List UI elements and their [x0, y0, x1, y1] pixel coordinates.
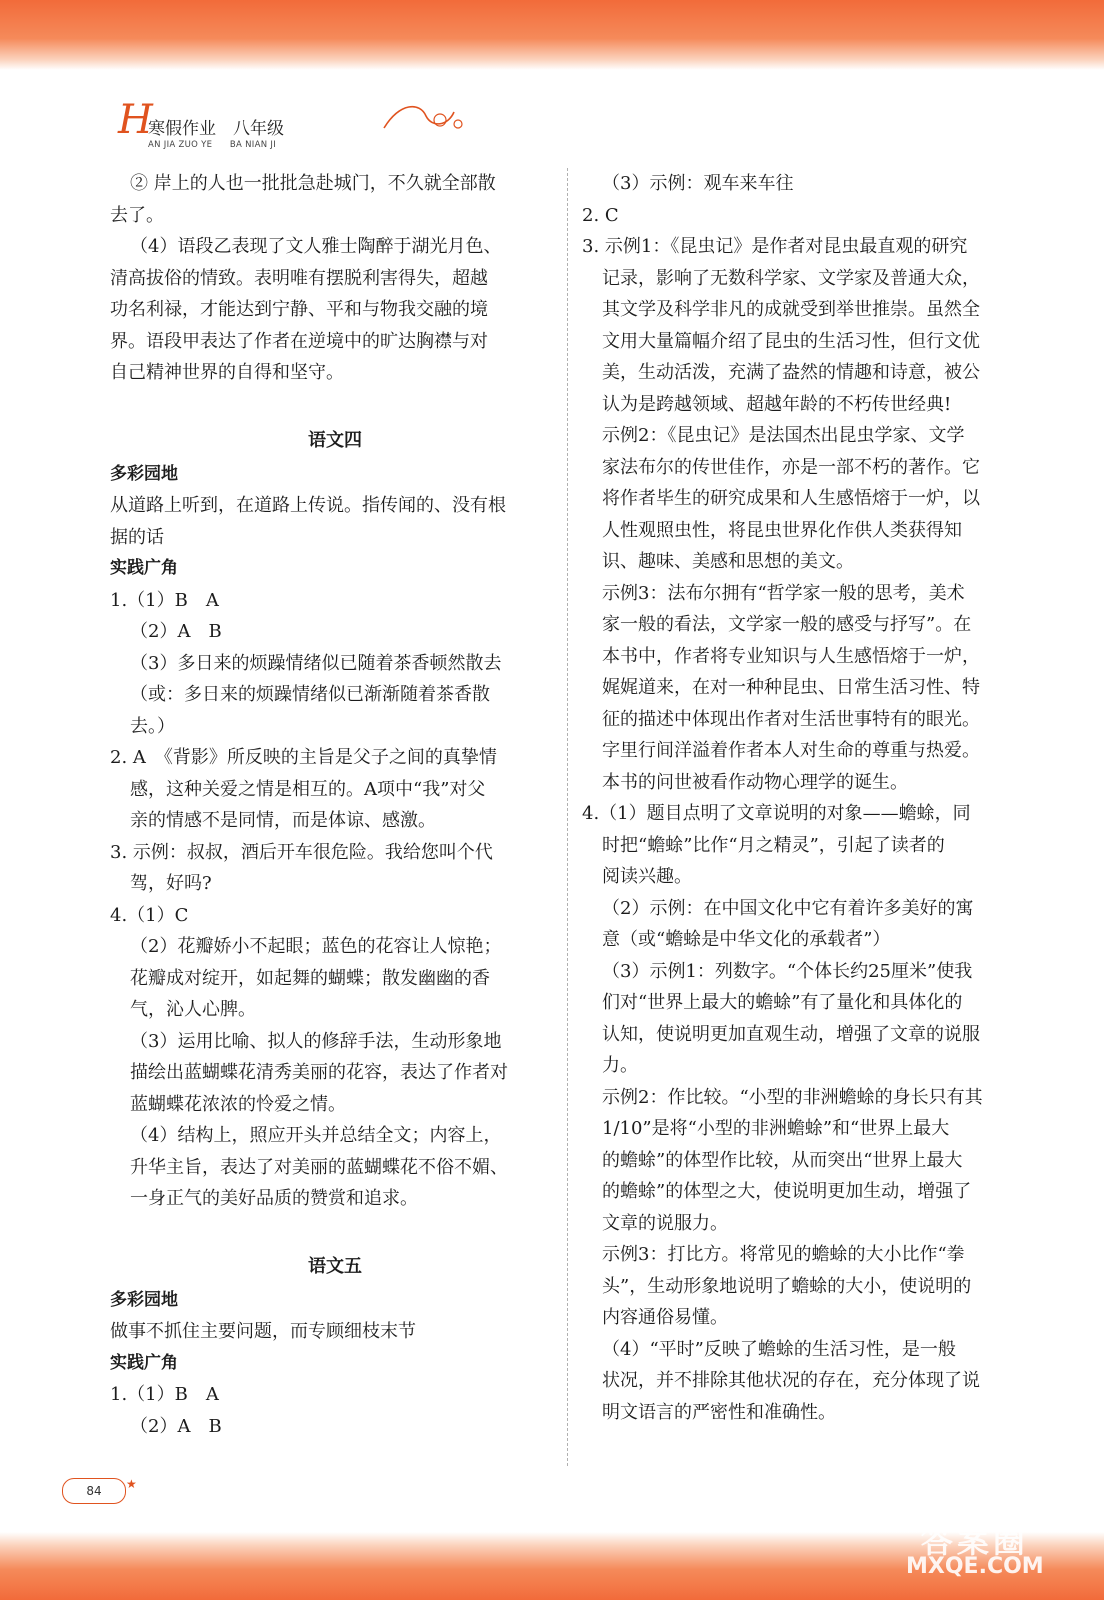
text-line: 认知，使说明更加直观生动，增强了文章的说服	[602, 1023, 980, 1045]
text-line: （4）“平时”反映了蟾蜍的生活习性，是一般	[602, 1338, 956, 1360]
text-line: 3. 示例1：《昆虫记》是作者对昆虫最直观的研究	[582, 236, 968, 257]
text-line: 头”，生动形象地说明了蟾蜍的大小，使说明的	[602, 1275, 972, 1297]
right-column	[582, 168, 1028, 1428]
text-line: 记录，影响了无数科学家、文学家及普通大众，	[602, 267, 980, 289]
text-line: 们对“世界上最大的蟾蜍”有了量化和具体化的	[602, 992, 963, 1013]
text-line: 4.（1）题目点明了文章说明的对象——蟾蜍，同	[582, 803, 971, 824]
text-line: 力。	[602, 1055, 638, 1076]
text-line: 功名利禄，才能达到宁静、平和与物我交融的境	[110, 299, 488, 320]
text-line: 清高拔俗的情致。表明唯有摆脱利害得失，超越	[110, 267, 488, 289]
text-line: 去。）	[130, 715, 175, 737]
text-line: 字里行间洋溢着作者本人对生命的尊重与热爱。	[602, 740, 980, 761]
text-line: 本书中，作者将专业知识与人生感悟熔于一炉，	[602, 645, 980, 667]
text-line: 其文学及科学非凡的成就受到举世推崇。虽然全	[602, 299, 980, 320]
text-line: 示例3：法布尔拥有“哲学家一般的思考，美术	[602, 582, 965, 604]
watermark-title: 答案圈	[920, 1522, 1029, 1560]
header-title: 寒假作业 八年级	[148, 119, 284, 139]
page-header	[118, 97, 378, 152]
text-line: 状况，并不排除其他状况的存在，充分体现了说	[602, 1370, 980, 1391]
text-line: （4）语段乙表现了文人雅士陶醉于湖光月色、	[130, 236, 502, 257]
section-title-yuwen4: 语文四	[308, 429, 362, 451]
text-line: 美，生动活泼，充满了盎然的情趣和诗意，被公	[602, 362, 980, 383]
text-line: 1.（1）B A	[110, 589, 219, 611]
text-line: 3. 示例：叔叔，酒后开车很危险。我给您叫个代	[110, 841, 493, 863]
column-divider	[567, 168, 568, 1466]
text-line: 做事不抓住主要问题，而专顾细枝末节	[110, 1321, 416, 1342]
text-line: 2. A 《背影》所反映的主旨是父子之间的真挚情	[110, 747, 497, 768]
header-pinyin: AN JIA ZUO YE BA NIAN JI	[148, 140, 277, 150]
text-line: 本书的问世被看作动物心理学的诞生。	[602, 771, 908, 793]
text-line: 2. C	[582, 204, 619, 226]
text-line: （4）结构上，照应开头并总结全文；内容上，	[130, 1125, 502, 1146]
text-line: 识、趣味、美感和思想的美文。	[602, 551, 854, 572]
text-line: 家法布尔的传世佳作，亦是一部不朽的著作。它	[602, 456, 980, 478]
text-line: （3）示例1：列数字。“个体长约25厘米”使我	[602, 960, 973, 982]
text-line: 示例2：作比较。“小型的非洲蟾蜍的身长只有其	[602, 1086, 983, 1108]
text-line: 时把“蟾蜍”比作“月之精灵”，引起了读者的	[602, 834, 945, 856]
watermark-url: MXQE.COM	[906, 1554, 1044, 1579]
text-line: 气，沁人心脾。	[130, 999, 256, 1020]
text-line: （2）示例：在中国文化中它有着许多美好的寓	[602, 897, 974, 919]
left-column	[110, 168, 560, 1442]
text-line: 一身正气的美好品质的赞赏和追求。	[130, 1188, 418, 1209]
subheading: 多彩园地	[110, 463, 178, 484]
text-line: 蓝蝴蝶花浓浓的怜爱之情。	[130, 1093, 346, 1115]
text-line: 升华主旨，表达了对美丽的蓝蝴蝶花不俗不媚、	[130, 1156, 508, 1178]
text-line: 从道路上听到，在道路上传说。指传闻的、没有根	[110, 495, 506, 516]
star-icon: ★	[126, 1477, 137, 1491]
section-title-yuwen5: 语文五	[308, 1255, 362, 1277]
text-line: 据的话	[110, 526, 164, 548]
text-line: 娓娓道来，在对一种种昆虫、日常生活习性、特	[602, 677, 980, 698]
text-line: 明文语言的严密性和准确性。	[602, 1401, 836, 1423]
swirl-decoration-icon	[380, 98, 470, 138]
text-line: （3）多日来的烦躁情绪似已随着茶香顿然散去	[130, 652, 502, 674]
text-line: 文章的说服力。	[602, 1212, 728, 1234]
top-decorative-band	[0, 0, 1104, 70]
text-line: 文用大量篇幅介绍了昆虫的生活习性，但行文优	[602, 330, 980, 352]
text-line: （或：多日来的烦躁情绪似已渐渐随着茶香散	[130, 684, 490, 705]
text-line: 的蟾蜍”的体型作比较，从而突出“世界上最大	[602, 1149, 963, 1171]
text-line: （2）A B	[130, 1415, 222, 1437]
text-line: 描绘出蓝蝴蝶花清秀美丽的花容，表达了作者对	[130, 1062, 508, 1083]
text-line: ② 岸上的人也一批批急赴城门，不久就全部散	[130, 173, 496, 194]
watermark-logo	[906, 1522, 1044, 1580]
header-logo-letter: H	[118, 97, 153, 143]
text-line: （2）花瓣娇小不起眼；蓝色的花容让人惊艳；	[130, 936, 502, 957]
page-number: 84	[62, 1478, 126, 1504]
subheading: 实践广角	[110, 1352, 178, 1373]
text-line: 1/10”是将“小型的非洲蟾蜍”和“世界上最大	[602, 1118, 950, 1139]
text-line: 界。语段甲表达了作者在逆境中的旷达胸襟与对	[110, 330, 488, 352]
text-line: 内容通俗易懂。	[602, 1307, 728, 1328]
text-line: 去了。	[110, 204, 164, 226]
text-line: 认为是跨越领域、超越年龄的不朽传世经典!	[602, 393, 952, 415]
text-line: 驾，好吗?	[130, 873, 212, 894]
text-line: （3）示例：观车来车往	[602, 173, 794, 194]
text-line: 示例3：打比方。将常见的蟾蜍的大小比作“拳	[602, 1244, 965, 1265]
text-line: 感，这种关爱之情是相互的。A项中“我”对父	[130, 778, 486, 800]
text-line: 人性观照虫性，将昆虫世界化作供人类获得知	[602, 519, 962, 541]
text-line: 家一般的看法，文学家一般的感受与抒写”。在	[602, 614, 972, 635]
text-line: （3）运用比喻、拟人的修辞手法，生动形象地	[130, 1030, 502, 1052]
text-line: 的蟾蜍”的体型之大，使说明更加生动，增强了	[602, 1181, 972, 1202]
text-line: 自己精神世界的自得和坚守。	[110, 362, 344, 383]
text-line: 示例2：《昆虫记》是法国杰出昆虫学家、文学	[602, 425, 965, 446]
text-line: 1.（1）B A	[110, 1384, 219, 1405]
text-line: 阅读兴趣。	[602, 866, 692, 887]
text-line: （2）A B	[130, 621, 222, 642]
text-line: 意（或“蟾蜍是中华文化的承载者”）	[602, 929, 891, 950]
text-line: 征的描述中体现出作者对生活世事特有的眼光。	[602, 708, 980, 730]
subheading: 多彩园地	[110, 1289, 178, 1310]
text-line: 花瓣成对绽开，如起舞的蝴蝶；散发幽幽的香	[130, 967, 490, 989]
subheading: 实践广角	[110, 558, 178, 578]
text-line: 将作者毕生的研究成果和人生感悟熔于一炉，以	[602, 488, 980, 509]
text-line: 亲的情感不是同情，而是体谅、感激。	[130, 810, 436, 831]
text-line: 4.（1）C	[110, 904, 189, 926]
